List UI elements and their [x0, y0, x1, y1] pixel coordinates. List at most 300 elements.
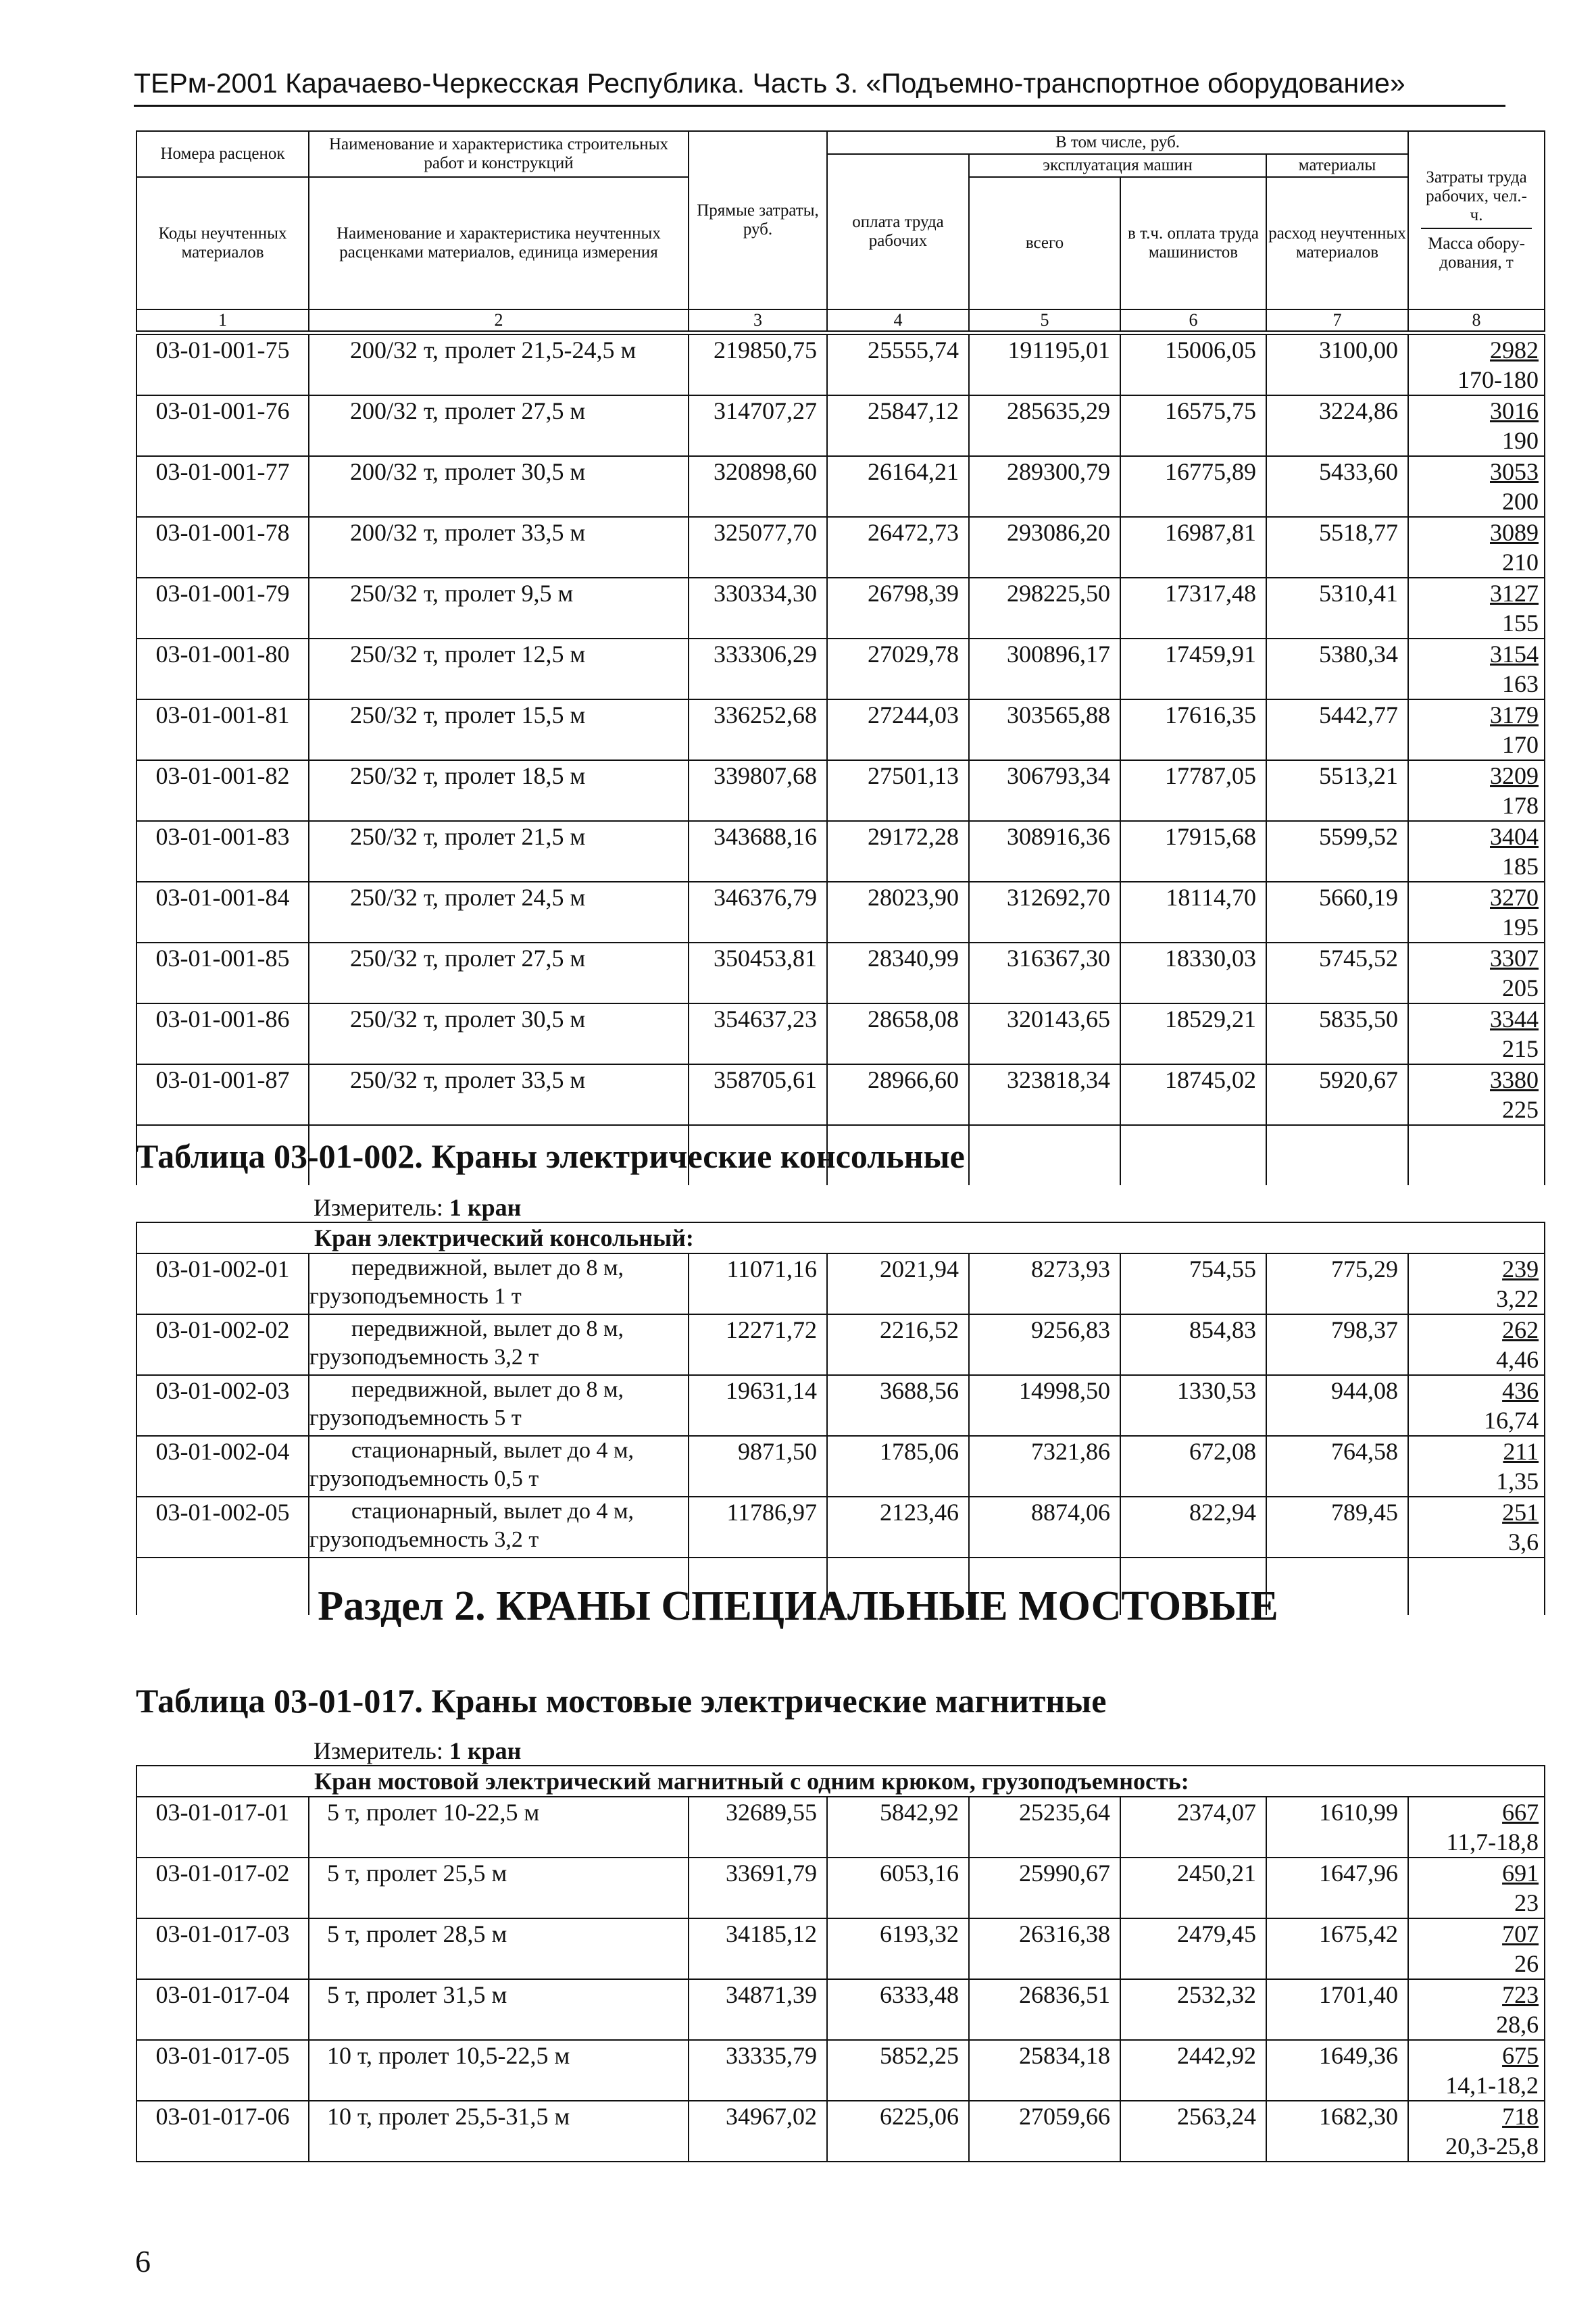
direct-costs: 358705,61: [689, 1064, 827, 1125]
worker-pay: 6333,48: [827, 1979, 969, 2040]
machinist-pay: 17459,91: [1120, 639, 1266, 699]
worker-pay: 26472,73: [827, 517, 969, 578]
labor-mass-cell: [1408, 1918, 1545, 1979]
table-row: [136, 1003, 1545, 1064]
worker-pay: 6193,32: [827, 1918, 969, 1979]
header-codes-bottom: Коды неучтенных материалов: [136, 177, 309, 309]
work-description: 10 т, пролет 10,5-22,5 м: [309, 2040, 689, 2101]
table3-measure-value: 1 кран: [449, 1737, 522, 1764]
labor-value: 3380: [1490, 1066, 1539, 1093]
materials: 1682,30: [1266, 2101, 1408, 2162]
col-num-4: 4: [827, 309, 969, 331]
labor-value: 3307: [1490, 945, 1539, 972]
direct-costs: 9871,50: [689, 1436, 827, 1497]
direct-costs: 339807,68: [689, 760, 827, 821]
labor-mass-cell: [1408, 517, 1545, 578]
work-description: 250/32 т, пролет 12,5 м: [309, 639, 689, 699]
work-description: 250/32 т, пролет 30,5 м: [309, 1003, 689, 1064]
worker-pay: 28023,90: [827, 882, 969, 943]
col-num-5: 5: [969, 309, 1120, 331]
work-description: 5 т, пролет 31,5 м: [309, 1979, 689, 2040]
machines-total: 191195,01: [969, 334, 1120, 395]
machinist-pay: 2442,92: [1120, 2040, 1266, 2101]
direct-costs: 354637,23: [689, 1003, 827, 1064]
labor-value: 3344: [1490, 1005, 1539, 1032]
work-description: 250/32 т, пролет 9,5 м: [309, 578, 689, 639]
direct-costs: 350453,81: [689, 943, 827, 1003]
direct-costs: 330334,30: [689, 578, 827, 639]
mass-value: 28,6: [1496, 2011, 1539, 2038]
mass-value: 205: [1502, 974, 1539, 1001]
worker-pay: 26164,21: [827, 456, 969, 517]
direct-costs: 33691,79: [689, 1858, 827, 1918]
mass-value: 170-180: [1457, 366, 1539, 393]
materials: 5920,67: [1266, 1064, 1408, 1125]
rate-code: 03-01-002-01: [136, 1253, 309, 1314]
table-row: [136, 1797, 1545, 1858]
materials: 5380,34: [1266, 639, 1408, 699]
rate-code: 03-01-001-87: [136, 1064, 309, 1125]
mass-value: 3,6: [1508, 1528, 1539, 1555]
table-row: [136, 1858, 1545, 1918]
labor-mass-cell: [1408, 1375, 1545, 1436]
table2-measure-label: Измеритель:: [314, 1194, 443, 1221]
table-row: [136, 1375, 1545, 1436]
work-description: 200/32 т, пролет 30,5 м: [309, 456, 689, 517]
header-materials-sub: расход неучтенных материалов: [1266, 177, 1408, 309]
header-rule: [134, 105, 1505, 107]
mass-value: 3,22: [1496, 1285, 1539, 1312]
mass-value: 210: [1502, 549, 1539, 576]
table-row: [136, 395, 1545, 456]
materials: 5599,52: [1266, 821, 1408, 882]
work-description: 5 т, пролет 25,5 м: [309, 1858, 689, 1918]
table-row: [136, 882, 1545, 943]
labor-value: 675: [1502, 2042, 1539, 2069]
header-labor-mass: [1408, 131, 1545, 309]
work-description: 200/32 т, пролет 21,5-24,5 м: [309, 334, 689, 395]
labor-value: 718: [1502, 2103, 1539, 2130]
worker-pay: 28340,99: [827, 943, 969, 1003]
machines-total: 323818,34: [969, 1064, 1120, 1125]
machines-total: 8273,93: [969, 1253, 1120, 1314]
direct-costs: 34871,39: [689, 1979, 827, 2040]
direct-costs: 314707,27: [689, 395, 827, 456]
materials: 944,08: [1266, 1375, 1408, 1436]
machines-total: 9256,83: [969, 1314, 1120, 1375]
machines-total: 312692,70: [969, 882, 1120, 943]
work-description: 5 т, пролет 28,5 м: [309, 1918, 689, 1979]
worker-pay: 2216,52: [827, 1314, 969, 1375]
materials: 789,45: [1266, 1497, 1408, 1558]
worker-pay: 28658,08: [827, 1003, 969, 1064]
header-materials: материалы: [1266, 154, 1408, 177]
table3-measure: [314, 1737, 521, 1765]
table-row: [136, 1064, 1545, 1125]
rate-code: 03-01-001-75: [136, 334, 309, 395]
machines-total: 27059,66: [969, 2101, 1120, 2162]
mass-value: 20,3-25,8: [1445, 2133, 1539, 2160]
mass-value: 4,46: [1496, 1346, 1539, 1373]
machinist-pay: 2479,45: [1120, 1918, 1266, 1979]
labor-mass-cell: [1408, 760, 1545, 821]
direct-costs: 19631,14: [689, 1375, 827, 1436]
machines-total: 298225,50: [969, 578, 1120, 639]
rate-code: 03-01-001-76: [136, 395, 309, 456]
worker-pay: 6225,06: [827, 2101, 969, 2162]
machinist-pay: 18745,02: [1120, 1064, 1266, 1125]
section2-title: Раздел 2. КРАНЫ СПЕЦИАЛЬНЫЕ МОСТОВЫЕ: [318, 1583, 1278, 1629]
page-number: 6: [135, 2244, 151, 2279]
direct-costs: 11071,16: [689, 1253, 827, 1314]
machinist-pay: 1330,53: [1120, 1375, 1266, 1436]
work-description: 5 т, пролет 10-22,5 м: [309, 1797, 689, 1858]
direct-costs: 32689,55: [689, 1797, 827, 1858]
machinist-pay: 16775,89: [1120, 456, 1266, 517]
table2-title: Таблица 03-01-002. Краны электрические консольные: [136, 1137, 965, 1175]
table-row: [136, 456, 1545, 517]
rate-code: 03-01-001-77: [136, 456, 309, 517]
machinist-pay: 2374,07: [1120, 1797, 1266, 1858]
machinist-pay: 2450,21: [1120, 1858, 1266, 1918]
direct-costs: 34967,02: [689, 2101, 827, 2162]
direct-costs: 12271,72: [689, 1314, 827, 1375]
materials: 5433,60: [1266, 456, 1408, 517]
machinist-pay: 2532,32: [1120, 1979, 1266, 2040]
work-description-line2: грузоподъемность 3,2 т: [309, 1527, 539, 1552]
labor-value: 667: [1502, 1799, 1539, 1826]
labor-value: 3270: [1490, 884, 1539, 911]
rate-code: 03-01-017-01: [136, 1797, 309, 1858]
machines-total: 25834,18: [969, 2040, 1120, 2101]
table-row: [136, 1918, 1545, 1979]
machinist-pay: 754,55: [1120, 1253, 1266, 1314]
table-row: [136, 2101, 1545, 2162]
work-description: 10 т, пролет 25,5-31,5 м: [309, 2101, 689, 2162]
machinist-pay: 16987,81: [1120, 517, 1266, 578]
materials: 5513,21: [1266, 760, 1408, 821]
machines-total: 25235,64: [969, 1797, 1120, 1858]
rate-code: 03-01-001-79: [136, 578, 309, 639]
header-codes-top: Номера расценок: [136, 131, 309, 177]
direct-costs: 325077,70: [689, 517, 827, 578]
materials: 5518,77: [1266, 517, 1408, 578]
work-description-line1: передвижной, вылет до 8 м,: [351, 1377, 624, 1402]
table-row: [136, 821, 1545, 882]
column-header-table: [136, 130, 1545, 332]
worker-pay: 3688,56: [827, 1375, 969, 1436]
machinist-pay: 854,83: [1120, 1314, 1266, 1375]
work-description: 250/32 т, пролет 33,5 м: [309, 1064, 689, 1125]
mass-value: 178: [1502, 792, 1539, 819]
worker-pay: 28966,60: [827, 1064, 969, 1125]
rate-code: 03-01-017-06: [136, 2101, 309, 2162]
machines-total: 308916,36: [969, 821, 1120, 882]
rate-code: 03-01-001-86: [136, 1003, 309, 1064]
rate-code: 03-01-002-05: [136, 1497, 309, 1558]
machinist-pay: 17787,05: [1120, 760, 1266, 821]
col-num-6: 6: [1120, 309, 1266, 331]
machines-total: 8874,06: [969, 1497, 1120, 1558]
work-description: 250/32 т, пролет 27,5 м: [309, 943, 689, 1003]
mass-value: 23: [1514, 1889, 1539, 1916]
table-row: [136, 699, 1545, 760]
labor-mass-cell: [1408, 821, 1545, 882]
work-description-line1: передвижной, вылет до 8 м,: [351, 1255, 624, 1280]
direct-costs: 34185,12: [689, 1918, 827, 1979]
table-row: [136, 517, 1545, 578]
labor-value: 3154: [1490, 641, 1539, 668]
labor-value: 436: [1502, 1377, 1539, 1404]
rate-code: 03-01-001-85: [136, 943, 309, 1003]
machines-total: 320143,65: [969, 1003, 1120, 1064]
labor-value: 3053: [1490, 458, 1539, 485]
col-num-3: 3: [689, 309, 827, 331]
mass-value: 11,7-18,8: [1446, 1828, 1539, 1856]
header-mass: Масса обору-дования, т: [1428, 234, 1525, 272]
labor-mass-cell: [1408, 1436, 1545, 1497]
labor-value: 3089: [1490, 519, 1539, 546]
direct-costs: 219850,75: [689, 334, 827, 395]
labor-mass-cell: [1408, 395, 1545, 456]
table-row: [136, 943, 1545, 1003]
machines-total: 316367,30: [969, 943, 1120, 1003]
table2-subhead: Кран электрический консольный:: [136, 1222, 1545, 1253]
labor-value: 691: [1502, 1860, 1539, 1887]
materials: 5310,41: [1266, 578, 1408, 639]
rate-code: 03-01-001-82: [136, 760, 309, 821]
labor-mass-cell: [1408, 1003, 1545, 1064]
materials: 3100,00: [1266, 334, 1408, 395]
work-description: 250/32 т, пролет 21,5 м: [309, 821, 689, 882]
machinist-pay: 18529,21: [1120, 1003, 1266, 1064]
mass-value: 185: [1502, 853, 1539, 880]
machines-total: 293086,20: [969, 517, 1120, 578]
labor-mass-cell: [1408, 456, 1545, 517]
table-row: [136, 1436, 1545, 1497]
table-row: [136, 578, 1545, 639]
worker-pay: 5852,25: [827, 2040, 969, 2101]
labor-value: 3404: [1490, 823, 1539, 850]
work-description: 250/32 т, пролет 15,5 м: [309, 699, 689, 760]
materials: 1701,40: [1266, 1979, 1408, 2040]
direct-costs: 320898,60: [689, 456, 827, 517]
mass-value: 195: [1502, 914, 1539, 941]
materials: 5745,52: [1266, 943, 1408, 1003]
direct-costs: 33335,79: [689, 2040, 827, 2101]
page-header-title: ТЕРм-2001 Карачаево-Черкесская Республика. Часть 3. «Подъемно-транспортное оборудование»: [134, 68, 1405, 99]
work-description: [309, 1497, 689, 1558]
rate-code: 03-01-017-03: [136, 1918, 309, 1979]
header-name-bottom: Наименование и характеристика неучтенных расценками материалов, единица измерения: [309, 177, 689, 309]
labor-value: 3209: [1490, 762, 1539, 789]
labor-value: 211: [1503, 1438, 1539, 1465]
col-num-2: 2: [309, 309, 689, 331]
table2-measure: [314, 1193, 521, 1222]
direct-costs: 336252,68: [689, 699, 827, 760]
mass-value: 225: [1502, 1096, 1539, 1123]
labor-value: 262: [1502, 1316, 1539, 1343]
mass-value: 155: [1502, 609, 1539, 637]
header-direct-costs: Прямые затраты, руб.: [689, 131, 827, 309]
labor-value: 3127: [1490, 580, 1539, 607]
labor-mass-cell: [1408, 1797, 1545, 1858]
work-description-line1: стационарный, вылет до 4 м,: [351, 1438, 634, 1463]
machines-total: 25990,67: [969, 1858, 1120, 1918]
rate-code: 03-01-001-84: [136, 882, 309, 943]
materials: 3224,86: [1266, 395, 1408, 456]
mass-value: 215: [1502, 1035, 1539, 1062]
col-num-8: 8: [1408, 309, 1545, 331]
worker-pay: 27501,13: [827, 760, 969, 821]
machines-total: 7321,86: [969, 1436, 1120, 1497]
rate-code: 03-01-017-02: [136, 1858, 309, 1918]
worker-pay: 6053,16: [827, 1858, 969, 1918]
mass-value: 163: [1502, 670, 1539, 697]
header-worker-pay: оплата труда рабочих: [827, 154, 969, 309]
machines-total: 26316,38: [969, 1918, 1120, 1979]
work-description: 250/32 т, пролет 24,5 м: [309, 882, 689, 943]
worker-pay: 25555,74: [827, 334, 969, 395]
table3-measure-label: Измеритель:: [314, 1737, 443, 1764]
materials: 775,29: [1266, 1253, 1408, 1314]
mass-value: 16,74: [1484, 1407, 1539, 1434]
work-description: 250/32 т, пролет 18,5 м: [309, 760, 689, 821]
machinist-pay: 15006,05: [1120, 334, 1266, 395]
labor-mass-cell: [1408, 699, 1545, 760]
work-description: [309, 1253, 689, 1314]
rate-code: 03-01-002-03: [136, 1375, 309, 1436]
worker-pay: 26798,39: [827, 578, 969, 639]
work-description-line2: грузоподъемность 5 т: [309, 1405, 522, 1430]
rate-code: 03-01-017-04: [136, 1979, 309, 2040]
worker-pay: 29172,28: [827, 821, 969, 882]
labor-value: 239: [1502, 1255, 1539, 1283]
labor-mass-cell: [1408, 2101, 1545, 2162]
rate-code: 03-01-017-05: [136, 2040, 309, 2101]
direct-costs: 346376,79: [689, 882, 827, 943]
labor-mass-cell: [1408, 1858, 1545, 1918]
rate-code: 03-01-001-81: [136, 699, 309, 760]
work-description-line2: грузоподъемность 0,5 т: [309, 1466, 539, 1491]
labor-mass-cell: [1408, 1979, 1545, 2040]
work-description-line1: передвижной, вылет до 8 м,: [351, 1316, 624, 1341]
header-including: В том числе, руб.: [827, 131, 1408, 154]
machinist-pay: 17915,68: [1120, 821, 1266, 882]
worker-pay: 25847,12: [827, 395, 969, 456]
materials: 1649,36: [1266, 2040, 1408, 2101]
table-row: [136, 2040, 1545, 2101]
machinist-pay: 17317,48: [1120, 578, 1266, 639]
labor-value: 251: [1502, 1499, 1539, 1526]
labor-mass-cell: [1408, 334, 1545, 395]
worker-pay: 2021,94: [827, 1253, 969, 1314]
work-description: [309, 1375, 689, 1436]
materials: 5835,50: [1266, 1003, 1408, 1064]
work-description-line2: грузоподъемность 1 т: [309, 1284, 522, 1309]
machinist-pay: 17616,35: [1120, 699, 1266, 760]
labor-value: 3179: [1490, 701, 1539, 728]
table-row: [136, 1314, 1545, 1375]
materials: 764,58: [1266, 1436, 1408, 1497]
labor-value: 707: [1502, 1920, 1539, 1947]
worker-pay: 27244,03: [827, 699, 969, 760]
machinist-pay: 18330,03: [1120, 943, 1266, 1003]
worker-pay: 5842,92: [827, 1797, 969, 1858]
table-row: [136, 1253, 1545, 1314]
machines-total: 289300,79: [969, 456, 1120, 517]
worker-pay: 1785,06: [827, 1436, 969, 1497]
table-row: [136, 760, 1545, 821]
header-name-top: Наименование и характеристика строительных работ и конструкций: [309, 131, 689, 177]
machines-total: 26836,51: [969, 1979, 1120, 2040]
machinist-pay: 18114,70: [1120, 882, 1266, 943]
table-row: [136, 639, 1545, 699]
table-row: [136, 1497, 1545, 1558]
work-description-line2: грузоподъемность 3,2 т: [309, 1345, 539, 1370]
table-03-01-017: [136, 1765, 1545, 2162]
table2-measure-value: 1 кран: [449, 1194, 522, 1221]
labor-mass-cell: [1408, 1253, 1545, 1314]
labor-mass-cell: [1408, 1064, 1545, 1125]
rate-code: 03-01-001-80: [136, 639, 309, 699]
table-03-01-002: [136, 1222, 1545, 1615]
machinist-pay: 672,08: [1120, 1436, 1266, 1497]
work-description-line1: стационарный, вылет до 4 м,: [351, 1499, 634, 1524]
labor-mass-cell: [1408, 1314, 1545, 1375]
machines-total: 14998,50: [969, 1375, 1120, 1436]
mass-value: 190: [1502, 427, 1539, 454]
machines-total: 300896,17: [969, 639, 1120, 699]
labor-mass-cell: [1408, 2040, 1545, 2101]
mass-value: 1,35: [1496, 1468, 1539, 1495]
machinist-pay: 822,94: [1120, 1497, 1266, 1558]
header-labor: Затраты труда рабочих, чел.-ч.: [1421, 168, 1532, 229]
labor-value: 723: [1502, 1981, 1539, 2008]
labor-mass-cell: [1408, 1497, 1545, 1558]
materials: 1647,96: [1266, 1858, 1408, 1918]
table-03-01-001: [136, 334, 1545, 1185]
table-row: [136, 334, 1545, 395]
rate-code: 03-01-001-83: [136, 821, 309, 882]
machines-total: 306793,34: [969, 760, 1120, 821]
materials: 1675,42: [1266, 1918, 1408, 1979]
materials: 5660,19: [1266, 882, 1408, 943]
materials: 1610,99: [1266, 1797, 1408, 1858]
table-row: [136, 1979, 1545, 2040]
direct-costs: 343688,16: [689, 821, 827, 882]
mass-value: 200: [1502, 488, 1539, 515]
mass-value: 26: [1514, 1950, 1539, 1977]
mass-value: 170: [1502, 731, 1539, 758]
rate-code: 03-01-002-04: [136, 1436, 309, 1497]
header-machines: эксплуатация машин: [969, 154, 1266, 177]
worker-pay: 27029,78: [827, 639, 969, 699]
labor-mass-cell: [1408, 578, 1545, 639]
col-num-1: 1: [136, 309, 309, 331]
work-description: 200/32 т, пролет 33,5 м: [309, 517, 689, 578]
work-description: [309, 1436, 689, 1497]
col-num-7: 7: [1266, 309, 1408, 331]
mass-value: 14,1-18,2: [1445, 2072, 1539, 2099]
worker-pay: 2123,46: [827, 1497, 969, 1558]
direct-costs: 11786,97: [689, 1497, 827, 1558]
machines-total: 285635,29: [969, 395, 1120, 456]
rate-code: 03-01-002-02: [136, 1314, 309, 1375]
direct-costs: 333306,29: [689, 639, 827, 699]
labor-value: 2982: [1490, 337, 1539, 364]
machinist-pay: 2563,24: [1120, 2101, 1266, 2162]
